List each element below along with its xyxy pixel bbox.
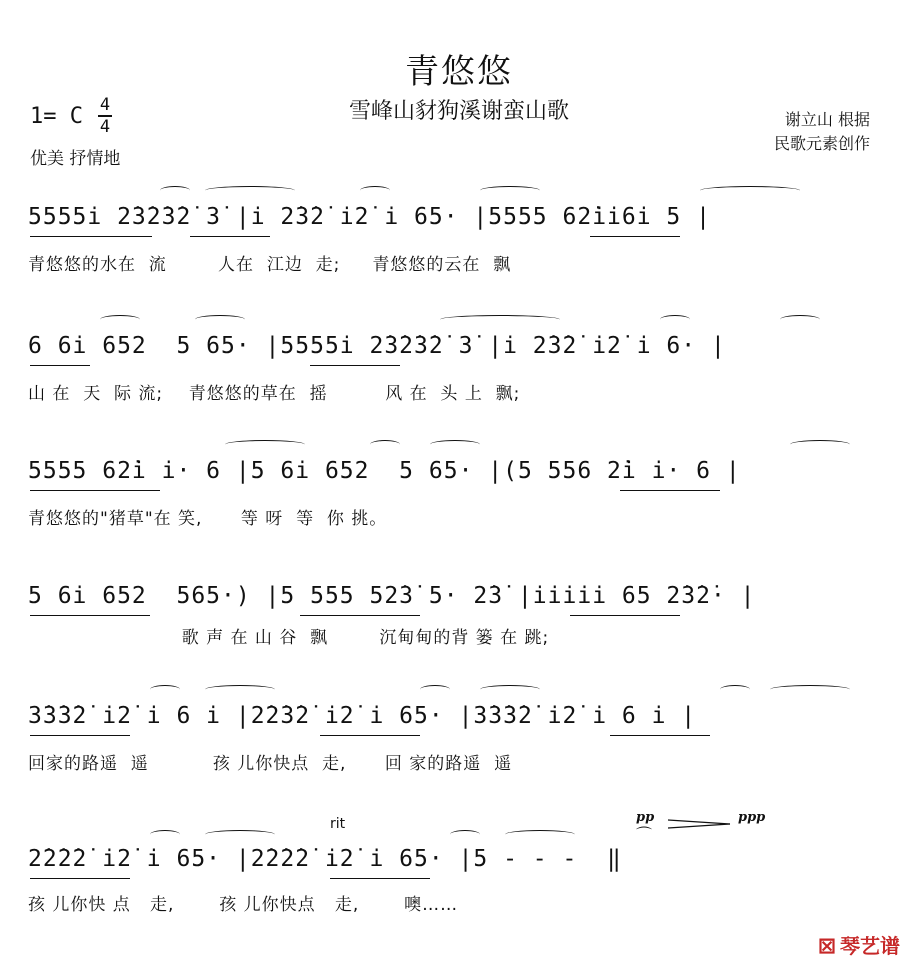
slur bbox=[430, 440, 480, 449]
slur bbox=[440, 315, 560, 324]
song-subtitle: 雪峰山豺狗溪谢蛮山歌 bbox=[348, 99, 569, 124]
slur bbox=[480, 685, 540, 694]
slur bbox=[480, 186, 540, 195]
decrescendo-icon bbox=[668, 819, 732, 829]
notes-line: 5 6i 652 565·) |5 555 52̇3̇ 5· 2̇3̇ |iiiii 65 2̇3̇2̇· | bbox=[28, 583, 756, 609]
lyrics-line: 孩 儿你快 点 走, 孩 儿你快点 走, 噢…… bbox=[28, 895, 459, 915]
time-signature-bottom: 4 bbox=[99, 117, 111, 137]
slur bbox=[370, 440, 400, 449]
score-system-4 bbox=[0, 565, 918, 675]
beam bbox=[610, 735, 710, 736]
slur bbox=[205, 186, 295, 195]
time-signature bbox=[98, 96, 112, 136]
song-title: 青悠悠 bbox=[405, 52, 513, 92]
slur bbox=[770, 685, 850, 694]
beam bbox=[310, 365, 400, 366]
beam bbox=[590, 236, 680, 237]
rit-mark: rit bbox=[330, 816, 346, 832]
dynamic-pp: pp bbox=[636, 810, 655, 825]
logo-text: 琴艺谱 bbox=[840, 934, 900, 958]
lyrics-line: 回家的路遥 遥 孩 儿你快点 走, 回 家的路遥 遥 bbox=[28, 754, 513, 774]
slur bbox=[780, 315, 820, 324]
slur bbox=[505, 830, 575, 839]
beam bbox=[30, 615, 150, 616]
beam bbox=[30, 365, 90, 366]
beam bbox=[330, 878, 430, 879]
credit bbox=[774, 108, 870, 156]
score-system-2 bbox=[0, 315, 918, 425]
beam bbox=[30, 735, 130, 736]
slur bbox=[660, 315, 690, 324]
slur bbox=[720, 685, 750, 694]
score-system-3 bbox=[0, 440, 918, 550]
slur bbox=[160, 186, 190, 195]
slur bbox=[360, 186, 390, 195]
fermata-icon: ⌒ bbox=[636, 825, 653, 844]
beam bbox=[620, 490, 720, 491]
slur bbox=[195, 315, 245, 324]
credit-line-2: 民歌元素创作 bbox=[773, 134, 870, 153]
expression-mark: 优美 抒情地 bbox=[30, 149, 121, 169]
score-system-5 bbox=[0, 685, 918, 795]
slur bbox=[205, 830, 275, 839]
slur bbox=[225, 440, 305, 449]
key-signature: 1= C bbox=[30, 104, 83, 129]
slur bbox=[150, 685, 180, 694]
time-signature-top: 4 bbox=[99, 95, 111, 115]
beam bbox=[190, 236, 270, 237]
slur bbox=[150, 830, 180, 839]
notes-line: 2̇2̇2̇2̇ i2̇ i 65· |2̇2̇2̇2̇ i2̇ i 65· |5 - - - ‖ bbox=[28, 846, 622, 872]
decrescendo-hairpin bbox=[668, 814, 732, 833]
slur bbox=[700, 186, 800, 195]
score-system-1 bbox=[0, 186, 918, 296]
beam bbox=[30, 878, 130, 879]
watermark-logo bbox=[818, 930, 900, 959]
score-system-6 bbox=[0, 810, 918, 920]
beam bbox=[320, 735, 420, 736]
slur bbox=[100, 315, 140, 324]
lyrics-line: 青悠悠的"猪草"在 笑, 等 呀 等 你 挑。 bbox=[28, 509, 388, 529]
credit-line-1: 谢立山 根据 bbox=[784, 110, 870, 129]
slur bbox=[205, 685, 275, 694]
logo-icon: ⊠ bbox=[817, 934, 836, 959]
notes-line: 3̇3̇3̇2̇ i2̇ i 6 i |2̇2̇3̇2̇ i2̇ i 65· |3̇3̇3̇2̇ i2̇ i 6 i | bbox=[28, 703, 697, 729]
beam bbox=[300, 615, 420, 616]
notes-line: 5555i 2̇3̇2̇3̇2̇ 3̇ |i 2̇3̇2̇ i2̇ i 65· |5555 62̇ii6i 5 | bbox=[28, 204, 711, 230]
slur bbox=[450, 830, 480, 839]
dynamic-ppp: ppp bbox=[738, 810, 766, 825]
beam bbox=[30, 236, 152, 237]
lyrics-line: 山 在 天 际 流; 青悠悠的草在 摇 风 在 头 上 飘; bbox=[28, 384, 521, 404]
notes-line: 6 6i 652 5 65· |5555i 2̇3̇2̇3̇2̇ 3̇ |i 2̇3̇2̇ i2̇ i 6· | bbox=[28, 333, 726, 359]
beam bbox=[30, 490, 160, 491]
slur bbox=[790, 440, 850, 449]
lyrics-line: 歌 声 在 山 谷 飘 沉甸甸的背 篓 在 跳; bbox=[28, 628, 550, 648]
lyrics-line: 青悠悠的水在 流 人在 江边 走; 青悠悠的云在 飘 bbox=[28, 255, 512, 275]
notes-line: 5555 62̇i i· 6 |5 6i 652 5 65· |(5 556 2̇i i· 6 | bbox=[28, 458, 741, 484]
beam bbox=[570, 615, 680, 616]
slur bbox=[420, 685, 450, 694]
